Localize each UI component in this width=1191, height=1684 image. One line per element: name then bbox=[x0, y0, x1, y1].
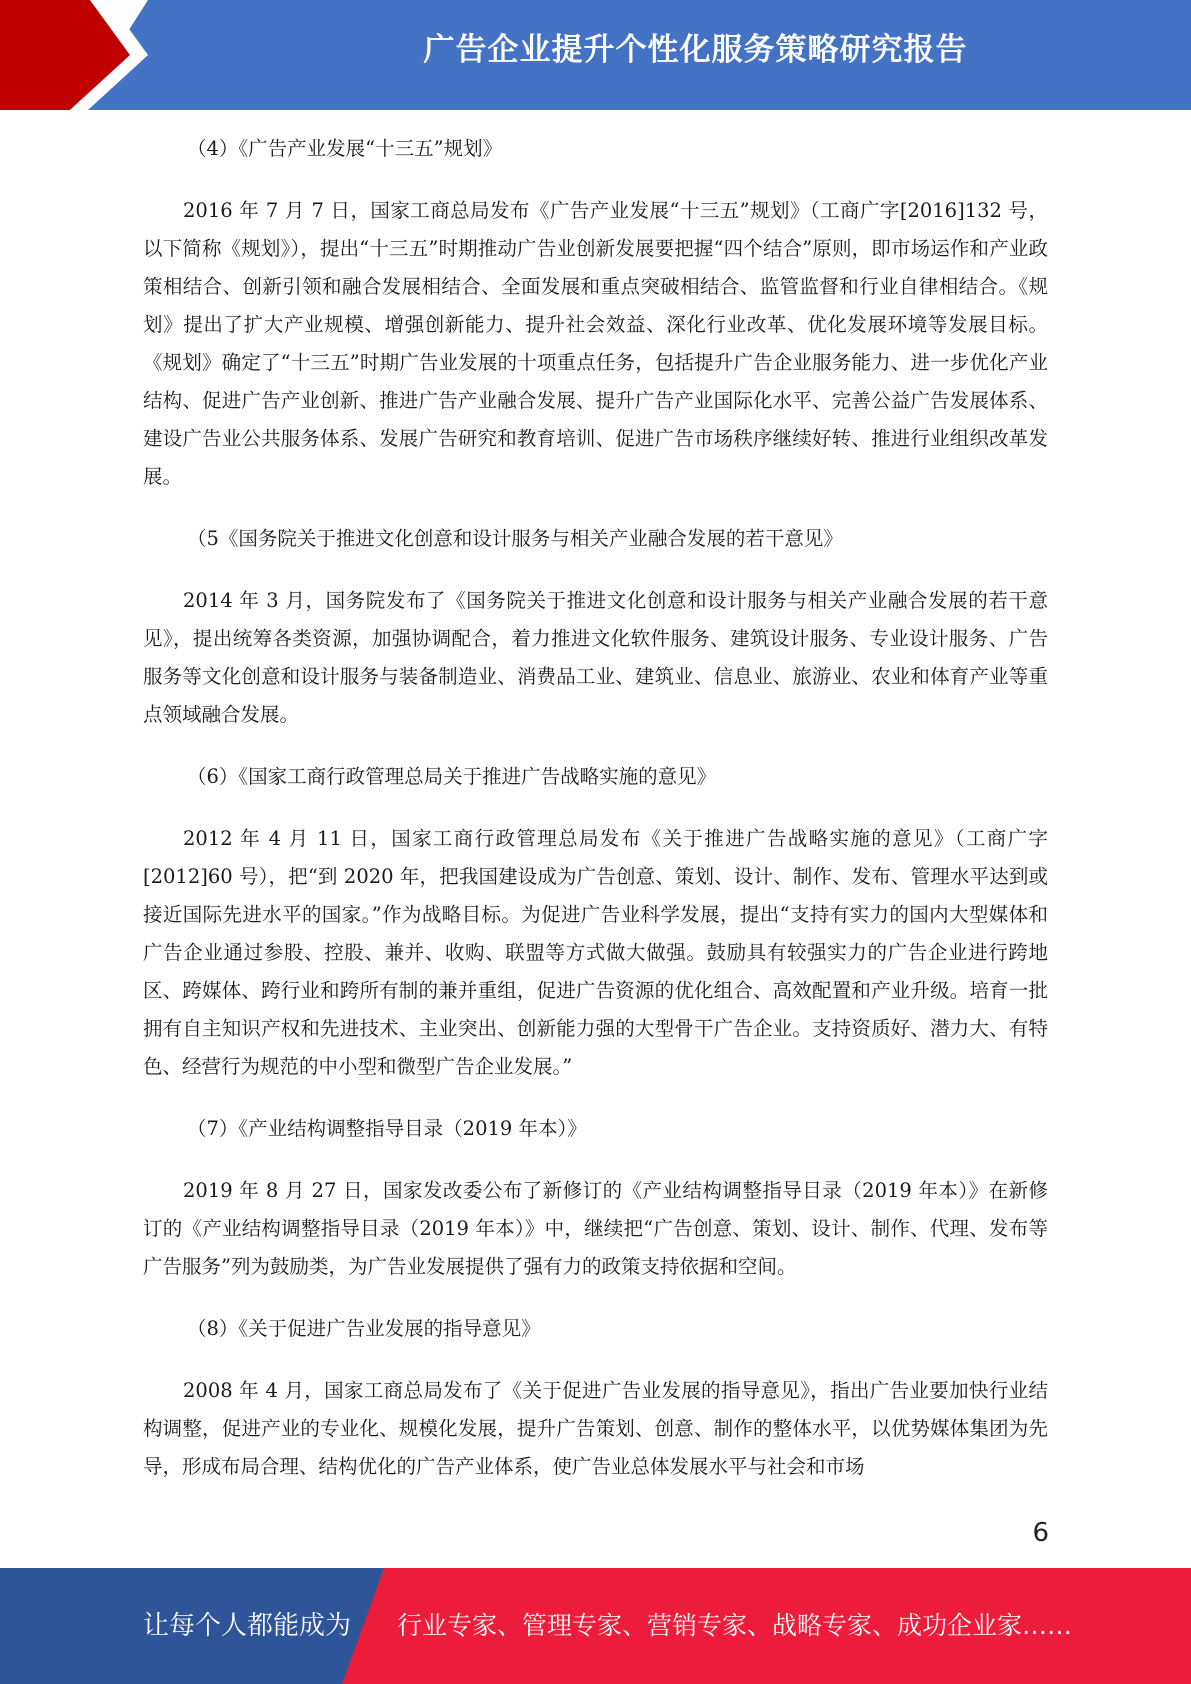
footer-slogan-left: 让每个人都能成为 bbox=[143, 1611, 352, 1641]
section-heading-7: （7）《产业结构调整指导目录（2019 年本）》 bbox=[187, 1117, 587, 1140]
page-number: 6 bbox=[1032, 1518, 1049, 1548]
header-chevron-graphic bbox=[0, 0, 200, 110]
page-footer bbox=[0, 1568, 1191, 1684]
section-heading-8: （8）《关于促进广告业发展的指导意见》 bbox=[187, 1317, 541, 1340]
section-paragraph-8: 2008 年 4 月，国家工商总局发布了《关于促进广告业发展的指导意见》，指出广告业要加快行业结构调整，促进产业的专业化、规模化发展，提升广告策划、创意、制作的整体水平，以优势媒体集团为先导，形成布局合理、结构优化的广告产业体系，使广告业总体发展水平与社会和市场 bbox=[143, 1379, 1048, 1478]
footer-slogan-right: 行业专家、管理专家、营销专家、战略专家、成功企业家…… bbox=[397, 1611, 1073, 1640]
section-paragraph-7: 2019 年 8 月 27 日，国家发改委公布了新修订的《产业结构调整指导目录（2019 年本）》在新修订的《产业结构调整指导目录（2019 年本）》中，继续把“广告创意、策划、设计、制作、代理、发布等广告服务”列为鼓励类，为广告业发展提供了强有力的政策支持依据和空间。 bbox=[143, 1179, 1048, 1278]
section-heading-5: （5《国务院关于推进文化创意和设计服务与相关产业融合发展的若干意见》 bbox=[187, 527, 843, 550]
document-body bbox=[143, 130, 1048, 1510]
page-header bbox=[0, 0, 1191, 110]
section-paragraph-6: 2012 年 4 月 11 日，国家工商行政管理总局发布《关于推进广告战略实施的意见》（工商广字[2012]60 号），把“到 2020 年，把我国建设成为广告创意、策划、设计、制作、发布、管理水平达到或接近国际先进水平的国家。”作为战略目标。为促进广告业科学发展，提出“支持有实力的国内大型媒体和广告企业通过参股、控股、兼并、收购、联盟等方式做大做强。鼓励具有较强实力的广告企业进行跨地区、跨媒体、跨行业和跨所有制的兼并重组，促进广告资源的优化组合、高效配置和产业升级。培育一批拥有自主知识产权和先进技术、主业突出、创新能力强的大型骨干广告企业。支持资质好、潜力大、有特色、经营行为规范的中小型和微型广告企业发展。” bbox=[143, 827, 1048, 1078]
section-heading-6: （6）《国家工商行政管理总局关于推进广告战略实施的意见》 bbox=[187, 765, 717, 788]
report-title: 广告企业提升个性化服务策略研究报告 bbox=[423, 32, 968, 68]
section-paragraph-5: 2014 年 3 月，国务院发布了《国务院关于推进文化创意和设计服务与相关产业融合发展的若干意见》，提出统筹各类资源，加强协调配合，着力推进文化软件服务、建筑设计服务、专业设计服务、广告服务等文化创意和设计服务与装备制造业、消费品工业、建筑业、信息业、旅游业、农业和体育产业等重点领域融合发展。 bbox=[143, 589, 1048, 726]
section-paragraph-4: 2016 年 7 月 7 日，国家工商总局发布《广告产业发展“十三五”规划》（工商广字[2016]132 号，以下简称《规划》），提出“十三五”时期推动广告业创新发展要把握“四个结合”原则，即市场运作和产业政策相结合、创新引领和融合发展相结合、全面发展和重点突破相结合、监管监督和行业自律相结合。《规划》提出了扩大产业规模、增强创新能力、提升社会效益、深化行业改革、优化发展环境等发展目标。《规划》确定了“十三五”时期广告业发展的十项重点任务，包括提升广告企业服务能力、进一步优化产业结构、促进广告产业创新、推进广告产业融合发展、提升广告产业国际化水平、完善公益广告发展体系、建设广告业公共服务体系、发展广告研究和教育培训、促进广告市场秩序继续好转、推进行业组织改革发展。 bbox=[143, 199, 1048, 488]
section-heading-4: （4）《广告产业发展“十三五”规划》 bbox=[187, 137, 503, 160]
